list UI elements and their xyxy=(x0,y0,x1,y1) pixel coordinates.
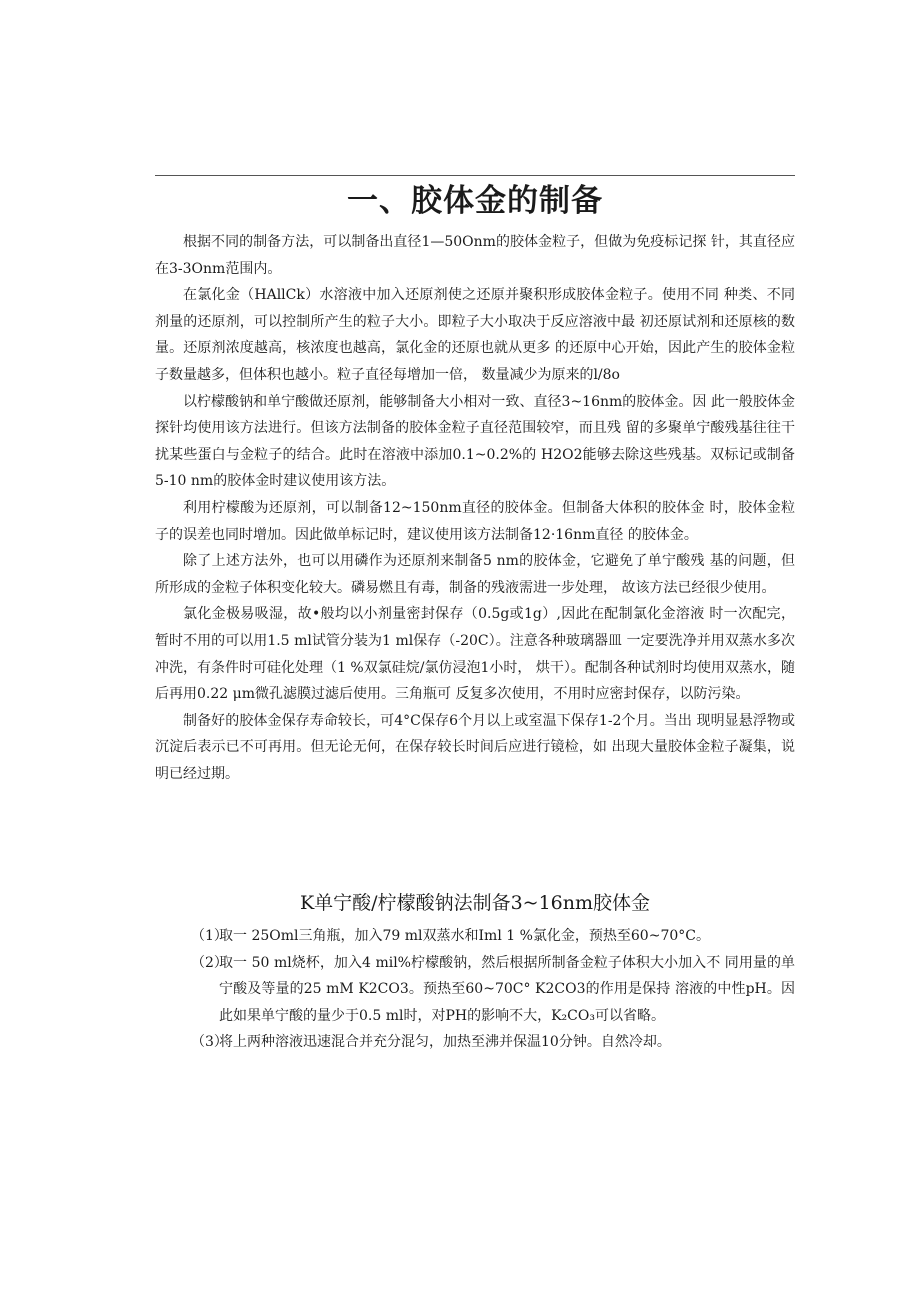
paragraph-5: 除了上述方法外，也可以用磷作为还原剂来制备5 nm的胶体金，它避免了单宁酸残 基的问题，但所形成的金粒子体积变化较大。磷易燃且有毒，制备的残液需进一步处理， 故该方法已经很少使用。 xyxy=(155,553,795,596)
step-text: 取一 50 ml烧杯，加入4 mil%柠檬酸钠，然后根据所制备金粒子体积大小加入不 同用量的单宁酸及等量的25 mM K2CO3。预热至60~70C° K2CO3的作用是保持 溶液的中性pH。因此如果单宁酸的量少于0.5 ml时，对PH的影响不大，K₂CO₃可以省略。 xyxy=(219,954,795,1024)
paragraph-4: 利用柠檬酸为还原剂，可以制备12~150nm直径的胶体金。但制备大体积的胶体金 时，胶体金粒子的误差也同时增加。因此做单标记时，建议使用该方法制备12·16nm直径 的胶体金。 xyxy=(155,499,795,543)
paragraph-3: 以柠檬酸钠和单宁酸做还原剂，能够制备大小相对一致、直径3~16nm的胶体金。因 此一般胶体金探针均使用该方法进行。但该方法制备的胶体金粒子直径范围较窄，而且残 留的多聚单宁酸残基往往干扰某些蛋白与金粒子的结合。此时在溶液中添加0.1~0.2%的 H2O2能够去除这些残基。双标记或制备5-10 nm的胶体金时建议使用该方法。 xyxy=(155,393,795,490)
paragraph-7: 制备好的胶体金保存寿命较长，可4°C保存6个月以上或室温下保存1-2个月。当出 现明显悬浮物或沉淀后表示已不可再用。但无论无何，在保存较长时间后应进行镜检，如 出现大量胶体金粒子凝集，说明已经过期。 xyxy=(155,712,795,782)
paragraph-1: 根据不同的制备方法，可以制备出直径1—50Onm的胶体金粒子，但做为免疫标记探 针，其直径应在3-3Onm范围内。 xyxy=(155,234,795,277)
step-text: 取一 25Oml三角瓶，加入79 ml双蒸水和Iml 1 %氯化金，预热至60~70°C。 xyxy=(219,928,710,944)
paragraph-6: 氯化金极易吸湿，故•般均以小剂量密封保存（0.5g或1g）,因此在配制氯化金溶液 时一次配完，暂时不用的可以用1.5 ml试管分装为1 ml保存（-20C）。注意各种玻璃器皿 一定要洗净并用双蒸水多次冲洗，有条件时可硅化处理（1 %双氯硅烷/氯仿浸泡1小时， 烘干）。配制各种试剂时均使用双蒸水，随后再用0.22 μm微孔滤膜过滤后使用。三角瓶可 反复多次使用，不用时应密封保存，以防污染。 xyxy=(155,606,795,703)
step-number: （3） xyxy=(191,1034,228,1051)
header-rule xyxy=(155,175,795,176)
document-page xyxy=(155,0,795,1301)
step-item xyxy=(191,1029,795,1056)
step-text: 将上两种溶液迅速混合并充分混匀，加热至沸并保温10分钟。自然冷却。 xyxy=(219,1034,671,1051)
step-number: （1） xyxy=(191,928,228,944)
body-text xyxy=(155,229,795,787)
step-item xyxy=(191,950,795,1030)
section-subtitle: K单宁酸/柠檬酸钠法制备3~16nm胶体金 xyxy=(299,892,651,914)
procedure-steps xyxy=(191,923,795,1056)
step-number: （2） xyxy=(191,954,228,971)
paragraph-2: 在氯化金（HAllCk）水溶液中加入还原剂使之还原并聚积形成胶体金粒子。使用不同 种类、不同剂量的还原剂，可以控制所产生的粒子大小。即粒子大小取决于反应溶液中最 初还原试剂和还原核的数量。还原剂浓度越高，核浓度也越高，氯化金的还原也就从更多 的还原中心开始，因此产生的胶体金粒子数量越多，但体积也越小。粒子直径每增加一倍， 数量减少为原来的l/8o xyxy=(155,287,795,383)
step-item xyxy=(191,923,795,950)
page-title: 一、胶体金的制备 xyxy=(347,183,603,219)
